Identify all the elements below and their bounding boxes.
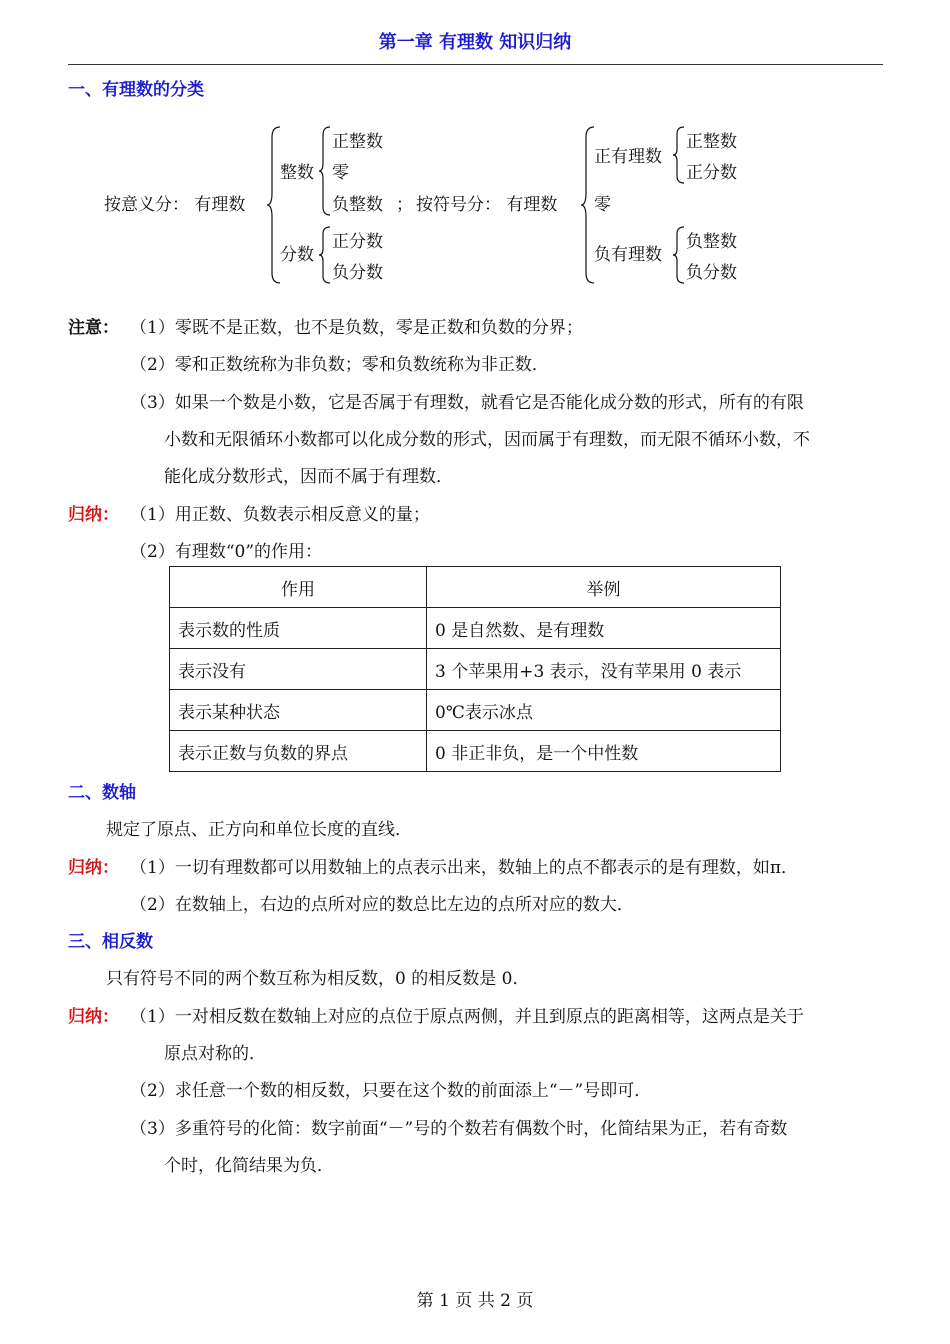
summary-label: 归纳： (68, 505, 119, 525)
table-row (170, 608, 781, 649)
by-sign-lead: 按符号分： 有理数 (416, 195, 558, 215)
summary-line: （1）一对相反数在数轴上对应的点位于原点两侧，并且到原点的距离相等，这两点是关于 (130, 1007, 804, 1027)
separator: ； (396, 195, 413, 215)
summary-label: 归纳： (68, 1007, 119, 1027)
section3-heading: 三、相反数 (68, 932, 153, 952)
brace-icon (318, 125, 332, 217)
page-title: 第一章 有理数 知识归纳 (378, 32, 572, 53)
pos-int-label: 正整数 (332, 132, 383, 152)
header-rule (68, 64, 883, 65)
by-meaning-lead: 按意义分： 有理数 (104, 195, 246, 215)
brace-icon (672, 125, 686, 185)
neg-frac-label: 负分数 (332, 263, 383, 283)
section1-heading: 一、有理数的分类 (68, 80, 204, 100)
pos-frac-label: 正分数 (332, 232, 383, 252)
brace-icon (318, 225, 332, 285)
integer-label: 整数 (280, 163, 314, 183)
table-cell: 0℃表示冰点 (427, 690, 781, 731)
section3-definition: 只有符号不同的两个数互称为相反数，0 的相反数是 0． (106, 969, 530, 989)
note-label: 注意： (68, 318, 119, 338)
section2-heading: 二、数轴 (68, 783, 136, 803)
neg-frac-label: 负分数 (686, 263, 737, 283)
table-row (170, 731, 781, 772)
summary-line: （3）多重符号的化简：数字前面“－”号的个数若有偶数个时，化简结果为正，若有奇数 (130, 1119, 788, 1139)
summary-line: （1）用正数、负数表示相反意义的量； (130, 505, 430, 525)
pos-frac-label: 正分数 (686, 163, 737, 183)
fraction-label: 分数 (280, 245, 314, 265)
neg-int-label: 负整数 (686, 232, 737, 252)
note-line: 小数和无限循环小数都可以化成分数的形式，因而属于有理数，而无限不循环小数，不 (164, 430, 810, 450)
table-row (170, 649, 781, 690)
page-footer: 第 1 页 共 2 页 (416, 1291, 534, 1311)
table-cell: 表示数的性质 (170, 608, 427, 649)
summary-line: （2）求任意一个数的相反数，只要在这个数的前面添上“－”号即可． (130, 1081, 652, 1101)
summary-line: 个时，化简结果为负． (164, 1156, 334, 1176)
summary-line: 原点对称的． (164, 1044, 266, 1064)
note-line: （3）如果一个数是小数，它是否属于有理数，就看它是否能化成分数的形式，所有的有限 (130, 393, 804, 413)
table-cell: 3 个苹果用+3 表示，没有苹果用 0 表示 (427, 649, 781, 690)
summary-line: （2）在数轴上，右边的点所对应的数总比左边的点所对应的数大． (130, 895, 634, 915)
table-cell: 表示某种状态 (170, 690, 427, 731)
section2-definition: 规定了原点、正方向和单位长度的直线． (106, 820, 412, 840)
summary-line: （2）有理数“0”的作用： (130, 542, 323, 562)
summary-line: （1）一切有理数都可以用数轴上的点表示出来，数轴上的点不都表示的是有理数，如π． (130, 858, 798, 878)
zero-label: 零 (594, 195, 611, 215)
summary-label: 归纳： (68, 858, 119, 878)
note-line: （1）零既不是正数，也不是负数，零是正数和负数的分界； (130, 318, 583, 338)
neg-rational-label: 负有理数 (594, 245, 662, 265)
table-header: 作用 (170, 567, 427, 608)
pos-rational-label: 正有理数 (594, 147, 662, 167)
table-cell: 表示正数与负数的界点 (170, 731, 427, 772)
note-line: （2）零和正数统称为非负数；零和负数统称为非正数． (130, 355, 549, 375)
zero-role-table (169, 566, 781, 772)
neg-int-label: 负整数 (332, 195, 383, 215)
note-line: 能化成分数形式，因而不属于有理数． (164, 467, 453, 487)
table-header: 举例 (427, 567, 781, 608)
zero-label: 零 (332, 163, 349, 183)
table-cell: 0 非正非负，是一个中性数 (427, 731, 781, 772)
table-cell: 0 是自然数、是有理数 (427, 608, 781, 649)
table-header-row (170, 567, 781, 608)
table-row (170, 690, 781, 731)
pos-int-label: 正整数 (686, 132, 737, 152)
table-cell: 表示没有 (170, 649, 427, 690)
brace-icon (672, 225, 686, 285)
